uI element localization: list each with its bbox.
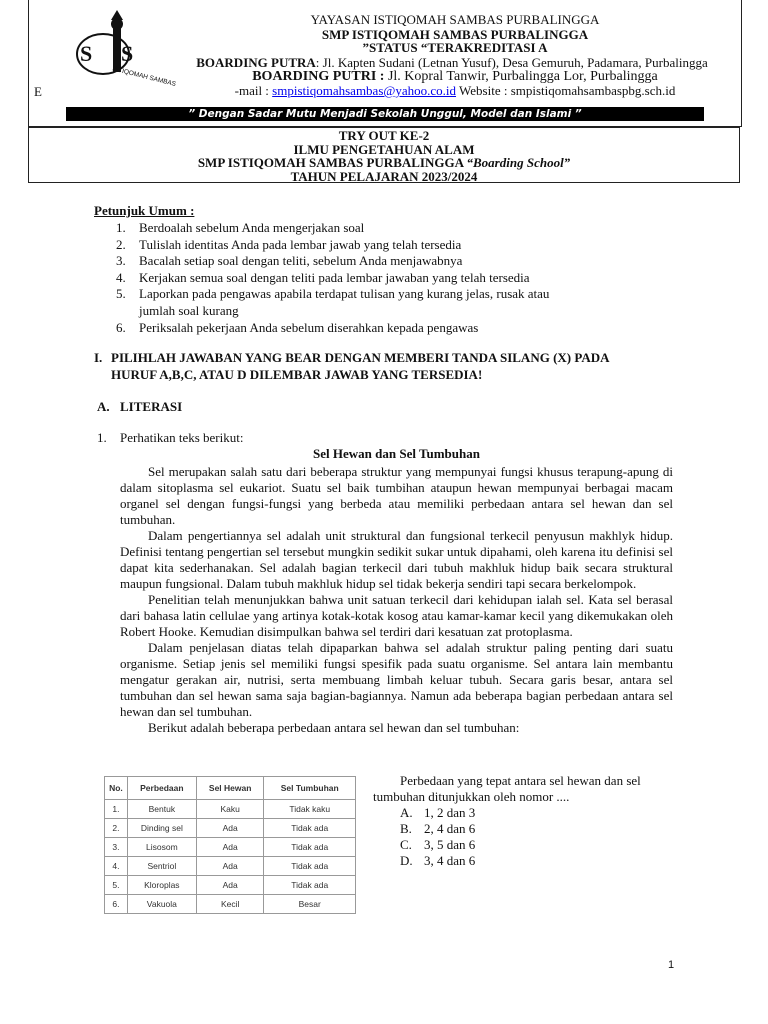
motto-banner: ” Dengan Sadar Mutu Menjadi Sekolah Unggul, Model dan Islami ” (66, 107, 704, 121)
school-name: SMP ISTIQOMAH SAMBAS PURBALINGGA (321, 27, 589, 42)
instruction-text: Tulislah identitas Anda pada lembar jawab yang telah tersedia (139, 236, 462, 252)
table-cell: 4. (105, 857, 128, 876)
boarding-putra-address: BOARDING PUTRA: Jl. Kapten Sudani (Letnan Yusuf), Desa Gemuruh, Padamara, Purbalingga (196, 55, 708, 70)
option-letter: D. (400, 853, 413, 868)
instruction-text: Periksalah pekerjaan Anda sebelum diserahkan kepada pengawas (139, 319, 479, 335)
svg-text:ISTIQOMAH SAMBAS: ISTIQOMAH SAMBAS (111, 65, 177, 89)
school-logo (73, 8, 179, 90)
cell-difference-table (104, 776, 356, 914)
table-cell: Bentuk (127, 800, 196, 819)
table-cell: Kaku (196, 800, 264, 819)
table-cell: Dinding sel (127, 819, 196, 838)
exam-title-line2: ILMU PENGETAHUAN ALAM (293, 141, 475, 157)
option-text: 2, 4 dan 6 (424, 821, 476, 836)
exam-title-box (28, 127, 740, 183)
table-cell: Lisosom (127, 838, 196, 857)
table-cell: Tidak ada (264, 857, 356, 876)
table-row (105, 819, 356, 838)
table-cell: 1. (105, 800, 128, 819)
table-cell: Ada (196, 819, 264, 838)
instruction-text: Berdoalah sebelum Anda mengerjakan soal (139, 220, 365, 235)
email-link[interactable]: smpistiqomahsambas@yahoo.co.id (272, 83, 457, 98)
table-cell: Ada (196, 838, 264, 857)
reading-passage (120, 464, 673, 736)
table-header-cell: Sel Hewan (196, 777, 264, 800)
table-cell: Kecil (196, 895, 264, 914)
instruction-text: Laporkan pada pengawas apabila terdapat tulisan yang kurang jelas, rusak atau (139, 286, 550, 302)
subsection-letter: A. (97, 399, 110, 414)
option-text: 1, 2 dan 3 (424, 805, 476, 820)
section-instruction-line2: HURUF A,B,C, ATAU D DILEMBAR JAWAB YANG TERSEDIA! (111, 367, 483, 382)
option-letter: A. (400, 805, 413, 820)
exam-title-line4: TAHUN PELAJARAN 2023/2024 (290, 168, 478, 184)
table-row (105, 895, 356, 914)
answer-option[interactable] (400, 805, 475, 821)
table-cell: Tidak ada (264, 838, 356, 857)
section-number: I. (94, 350, 103, 365)
answer-option[interactable] (400, 837, 475, 853)
foundation-name: YAYASAN ISTIQOMAH SAMBAS PURBALINGGA (310, 12, 600, 27)
instruction-number: 2. (116, 236, 126, 252)
table-cell: 2. (105, 819, 128, 838)
table-row (105, 838, 356, 857)
exam-title-line1: TRY OUT KE-2 (338, 128, 430, 143)
svg-text:S: S (121, 41, 134, 66)
passage-paragraph: Dalam penjelasan diatas telah dipaparkan bahwa sel adalah struktur paling penting dari suatu organisme. Setiap jenis sel memiliki fungsi spesifik pada suatu organisme. Sel antara lain membantu mengatur gerakan air, nutrisi, serta membuang limbah keluar tubuh. Secara garis besar, antara sel tumbuhan dan sel hewan sama saja bagian-bagiannya. Namun ada beberapa bagian perbedaan antara sel hewan dan sel tumbuhan. (120, 640, 673, 719)
table-cell: Ada (196, 876, 264, 895)
table-header-row (105, 777, 356, 800)
table-cell: Sentriol (127, 857, 196, 876)
passage-paragraph: Berikut adalah beberapa perbedaan antara sel hewan dan sel tumbuhan: (148, 720, 520, 735)
table-cell: 3. (105, 838, 128, 857)
boarding-putri-address: BOARDING PUTRI : Jl. Kopral Tanwir, Purbalingga Lor, Purbalingga (252, 69, 658, 84)
instruction-number: 5. (116, 286, 126, 302)
table-cell: Vakuola (127, 895, 196, 914)
table-row (105, 876, 356, 895)
table-header-cell: No. (105, 777, 128, 800)
section-instruction-line1: PILIHLAH JAWABAN YANG BEAR DENGAN MEMBERI TANDA SILANG (X) PADA (111, 350, 610, 365)
letterhead (28, 0, 742, 127)
question-prompt-line1: Perbedaan yang tepat antara sel hewan dan sel (400, 773, 641, 788)
table-header-cell: Perbedaan (127, 777, 196, 800)
table-row (105, 800, 356, 819)
table-cell: 6. (105, 895, 128, 914)
table-row (105, 857, 356, 876)
reading-title: Sel Hewan dan Sel Tumbuhan (313, 446, 480, 461)
stray-letter: E (34, 84, 42, 99)
page-number: 1 (668, 959, 675, 971)
table-cell: 5. (105, 876, 128, 895)
svg-text:S: S (80, 41, 93, 66)
instruction-text: Kerjakan semua soal dengan teliti pada lembar jawaban yang telah tersedia (139, 269, 530, 285)
option-letter: C. (400, 837, 412, 852)
table-cell: Kloroplas (127, 876, 196, 895)
question-prompt-line2: tumbuhan ditunjukkan oleh nomor .... (373, 789, 570, 804)
instruction-number: 4. (116, 269, 126, 285)
instruction-text: Bacalah setiap soal dengan teliti, sebelum Anda menjawabnya (139, 253, 463, 269)
instructions-heading: Petunjuk Umum : (94, 203, 195, 218)
svg-text:B: B (97, 41, 112, 66)
passage-paragraph: Sel merupakan salah satu dari beberapa struktur yang mempunyai fungsi khusus terapung-apung di dalam sitoplasma sel eukariot. Suatu sel baik tumbihan ataupun hewan mempunyai berbagai macam organel sel dengan fungsi-fungsi yang berbeda atau memiliki perbedaan antara sel hewan dan sel tumbuhan. (120, 464, 673, 527)
passage-paragraph: Penelitian telah menunjukkan bahwa unit satuan terkecil dari kehidupan ialah sel. Kata sel berasal dari bahasa latin cellulae yang artinya kotak-kotak kosog atau kamar-kamar kecil yang dikemukakan oleh Robert Hooke. Kemudian disimpulkan bahwa sel terdiri dari kesatuan zat protoplasma. (120, 592, 673, 639)
answer-options (400, 805, 475, 869)
table-cell: Tidak kaku (264, 800, 356, 819)
option-text: 3, 5 dan 6 (424, 837, 476, 852)
question-number: 1. (97, 430, 107, 445)
instruction-text: jumlah soal kurang (139, 303, 239, 318)
table-cell: Tidak ada (264, 876, 356, 895)
instruction-number: 1. (116, 220, 126, 235)
instruction-number: 3. (116, 253, 126, 269)
subsection-title: LITERASI (120, 399, 183, 414)
table-header-cell: Sel Tumbuhan (264, 777, 356, 800)
table-cell: Ada (196, 857, 264, 876)
answer-option[interactable] (400, 821, 475, 837)
option-text: 3, 4 dan 6 (424, 853, 476, 868)
instruction-number: 6. (116, 319, 126, 335)
accreditation-status: ”STATUS “TERAKREDITASI A (362, 40, 548, 55)
answer-option[interactable] (400, 853, 475, 869)
passage-paragraph: Dalam pengertiannya sel adalah unit struktural dan fungsional terkecil penyusun makhlyk hidup. Definisi tentang pengertian sel tersebut mungkin sedikit sukar untuk dipahami, oleh karena itu definisi sel dapat kita sederhanakan. Sel adalah bagian terkecil dari tubuh makhluk hidup baik secara struktural maupun fungsional. Dalam tubuh makhluk hidup sel tidak bekerja sendiri tapi secara berkelompok. (120, 528, 673, 591)
exam-title-line3: SMP ISTIQOMAH SAMBAS PURBALINGGA “Boarding School” (197, 155, 571, 170)
table-cell: Tidak ada (264, 819, 356, 838)
question-intro: Perhatikan teks berikut: (120, 430, 244, 445)
option-letter: B. (400, 821, 412, 836)
table-cell: Besar (264, 895, 356, 914)
contact-line: -mail : smpistiqomahsambas@yahoo.co.id Website : smpistiqomahsambaspbg.sch.id (234, 83, 676, 98)
